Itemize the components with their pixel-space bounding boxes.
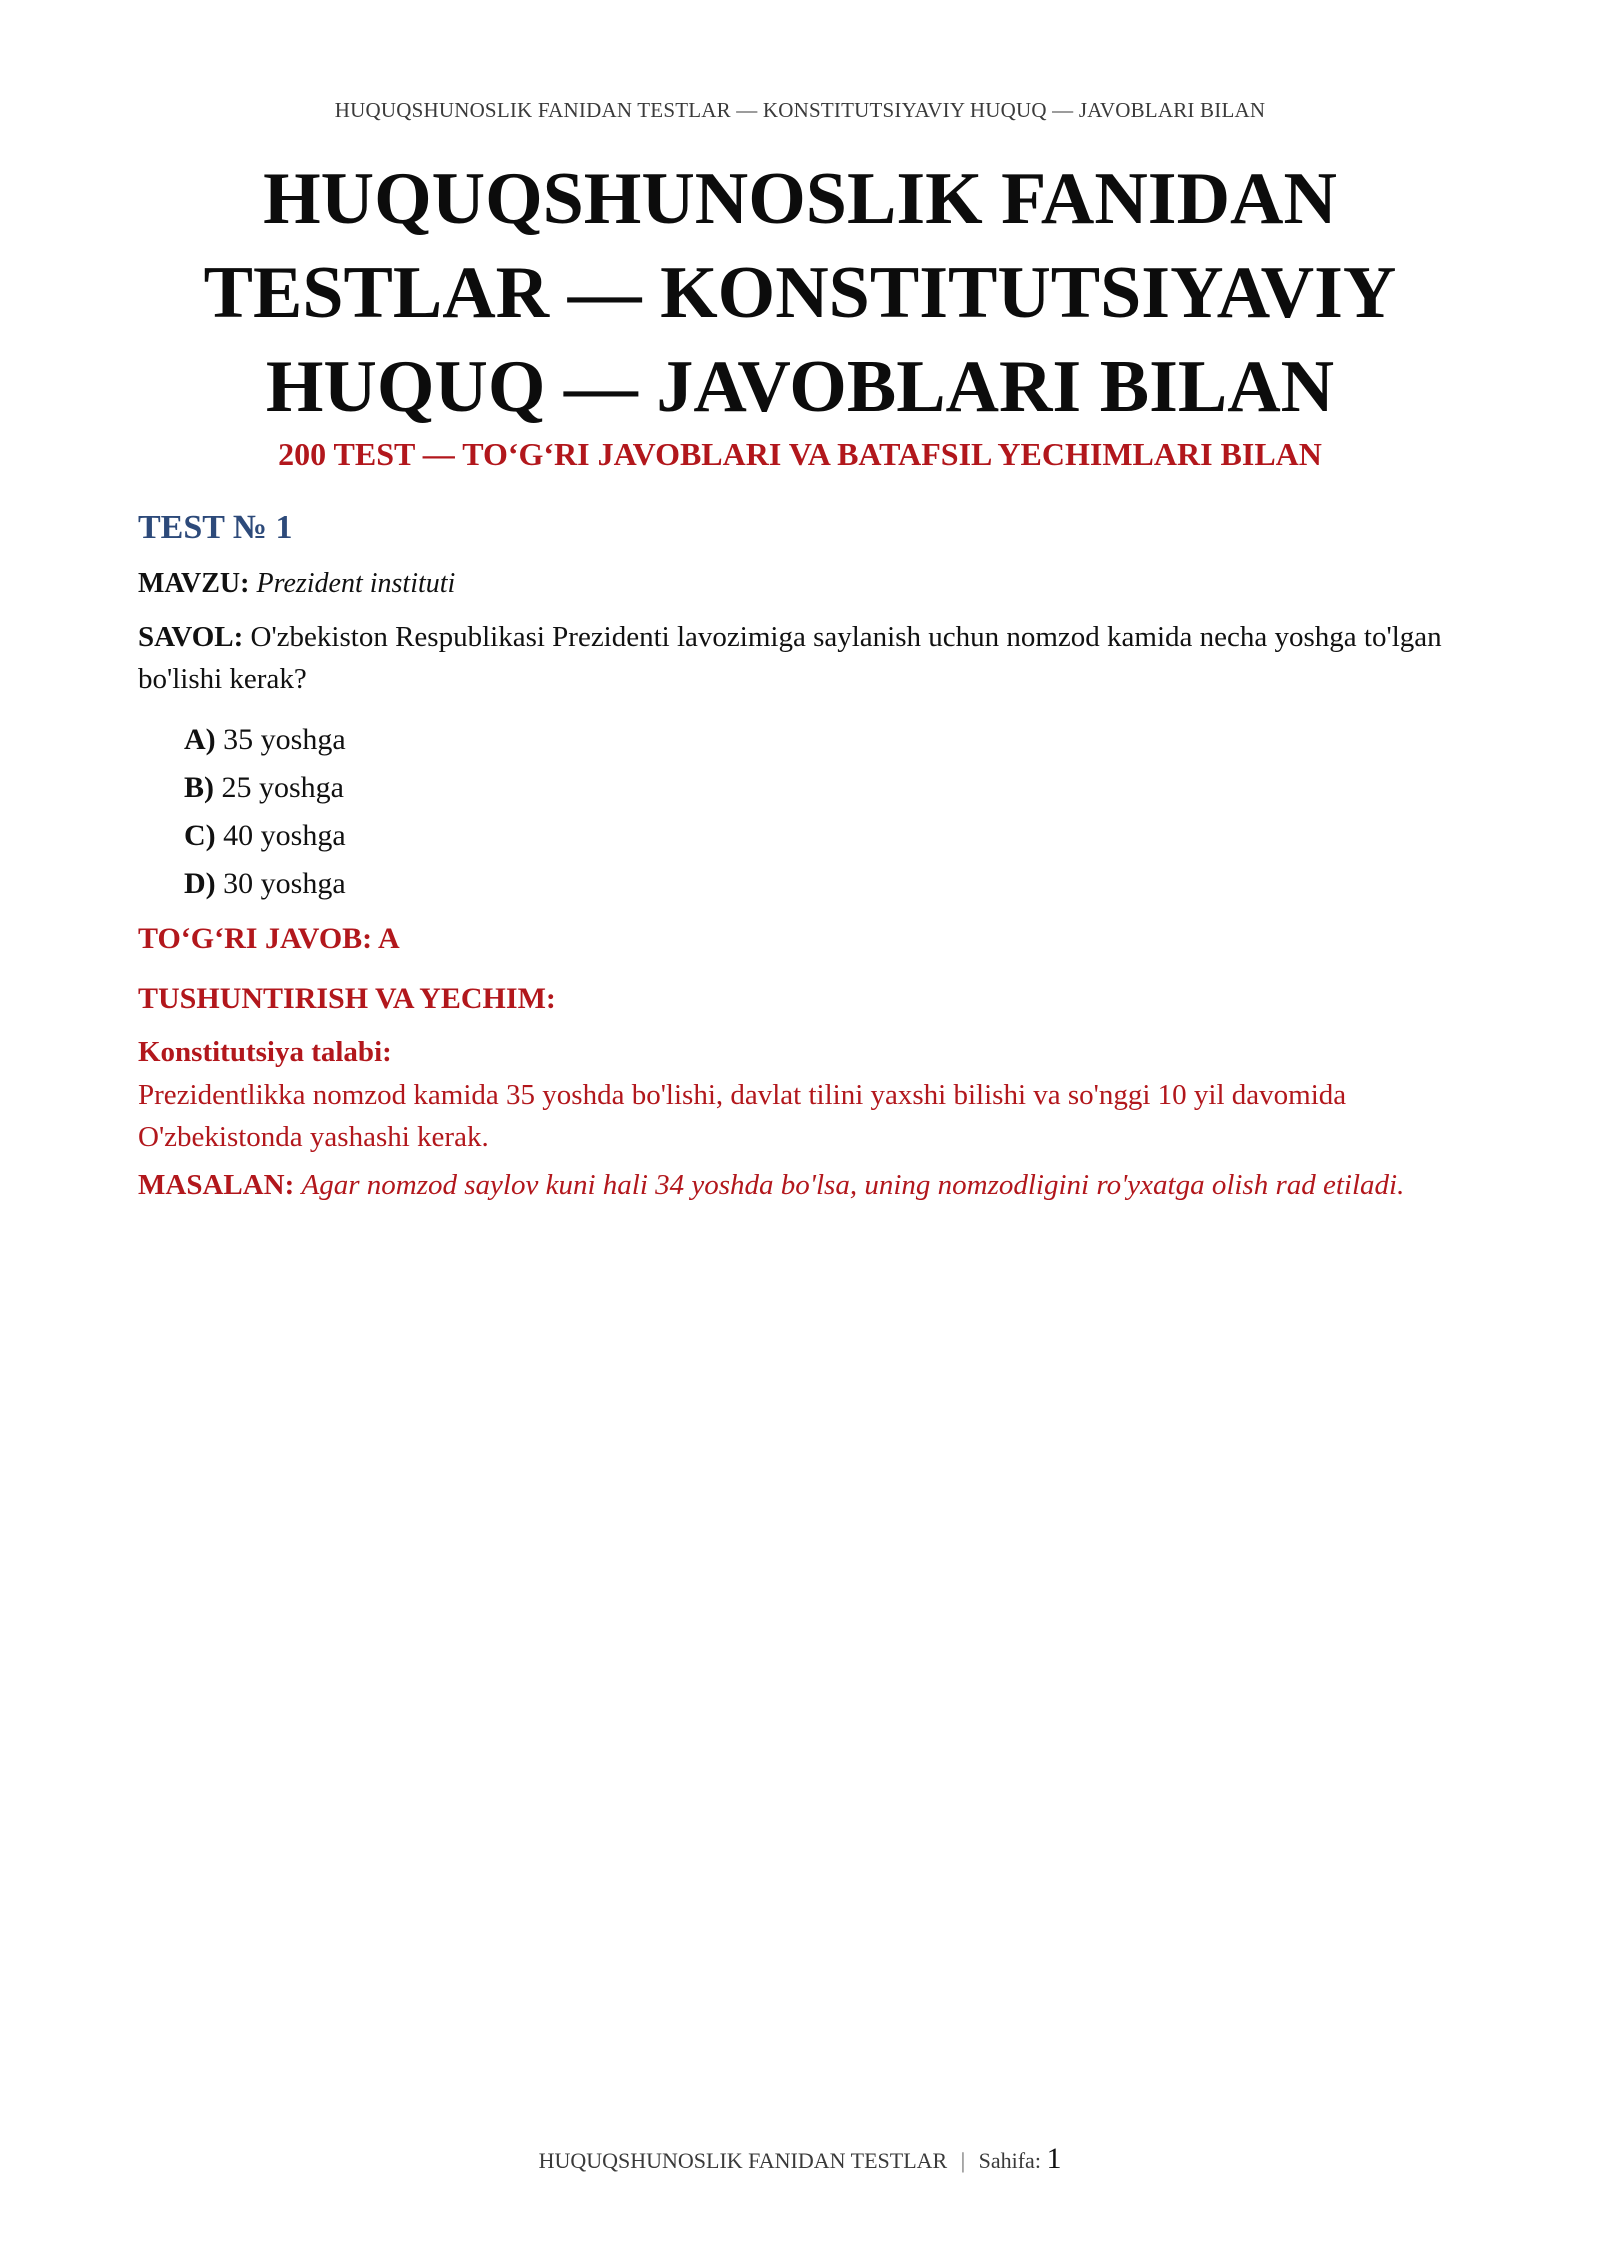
title-line-2: TESTLAR — KONSTITUTSIYAVIY xyxy=(203,252,1397,334)
title-line-3: HUQUQ — JAVOBLARI BILAN xyxy=(265,346,1335,428)
option-letter: D) xyxy=(184,867,216,900)
title-line-1: HUQUQSHUNOSLIK FANIDAN xyxy=(263,158,1337,240)
question-label: SAVOL: xyxy=(138,621,244,653)
example-text: Agar nomzod saylov kuni hali 34 yoshda bo'lsa, uning nomzodligini ro'yxatga olish rad etiladi. xyxy=(301,1169,1405,1201)
test-block xyxy=(138,506,1468,1206)
correct-answer: TO‘G‘RI JAVOB: A xyxy=(138,922,400,955)
question-text: O'zbekiston Respublikasi Prezidenti lavozimiga saylanish uchun nomzod kamida necha yoshga to'lgan bo'lishi kerak? xyxy=(138,621,1442,695)
requirement-text: Prezidentlikka nomzod kamida 35 yoshda bo'lishi, davlat tilini yaxshi bilishi va so'nggi 10 yil davomida O'zbekistonda yashashi kerak. xyxy=(138,1079,1347,1153)
option-text: 30 yoshga xyxy=(223,867,346,900)
document-title xyxy=(140,152,1460,434)
option-text: 25 yoshga xyxy=(221,771,344,804)
topic-label: MAVZU: xyxy=(138,568,250,599)
example-label: MASALAN: xyxy=(138,1169,295,1201)
option-d xyxy=(184,860,1468,908)
answer-options xyxy=(138,716,1468,908)
requirement-heading: Konstitutsiya talabi: xyxy=(138,1036,392,1068)
example xyxy=(138,1164,1468,1206)
topic-value: Prezident instituti xyxy=(256,568,456,599)
option-c xyxy=(184,812,1468,860)
explanation-heading: TUSHUNTIRISH VA YECHIM: xyxy=(138,982,556,1015)
option-text: 35 yoshga xyxy=(223,723,346,756)
footer-page-number: 1 xyxy=(1046,2142,1062,2175)
option-letter: A) xyxy=(184,723,216,756)
option-a xyxy=(184,716,1468,764)
document-subtitle: 200 TEST — TO‘G‘RI JAVOBLARI VA BATAFSIL YECHIMLARI BILAN xyxy=(278,436,1322,472)
page-footer xyxy=(0,2142,1600,2176)
option-letter: C) xyxy=(184,819,216,852)
option-text: 40 yoshga xyxy=(223,819,346,852)
topic-line xyxy=(138,564,1468,604)
running-header: HUQUQSHUNOSLIK FANIDAN TESTLAR — KONSTITUTSIYAVIY HUQUQ — JAVOBLARI BILAN xyxy=(334,98,1266,122)
test-heading: TEST № 1 xyxy=(138,509,293,546)
option-letter: B) xyxy=(184,771,214,804)
option-b xyxy=(184,764,1468,812)
question xyxy=(138,616,1468,700)
footer-page-label: Sahifa: xyxy=(978,2148,1041,2173)
footer-separator: | xyxy=(960,2148,966,2173)
footer-label: HUQUQSHUNOSLIK FANIDAN TESTLAR xyxy=(538,2148,948,2173)
